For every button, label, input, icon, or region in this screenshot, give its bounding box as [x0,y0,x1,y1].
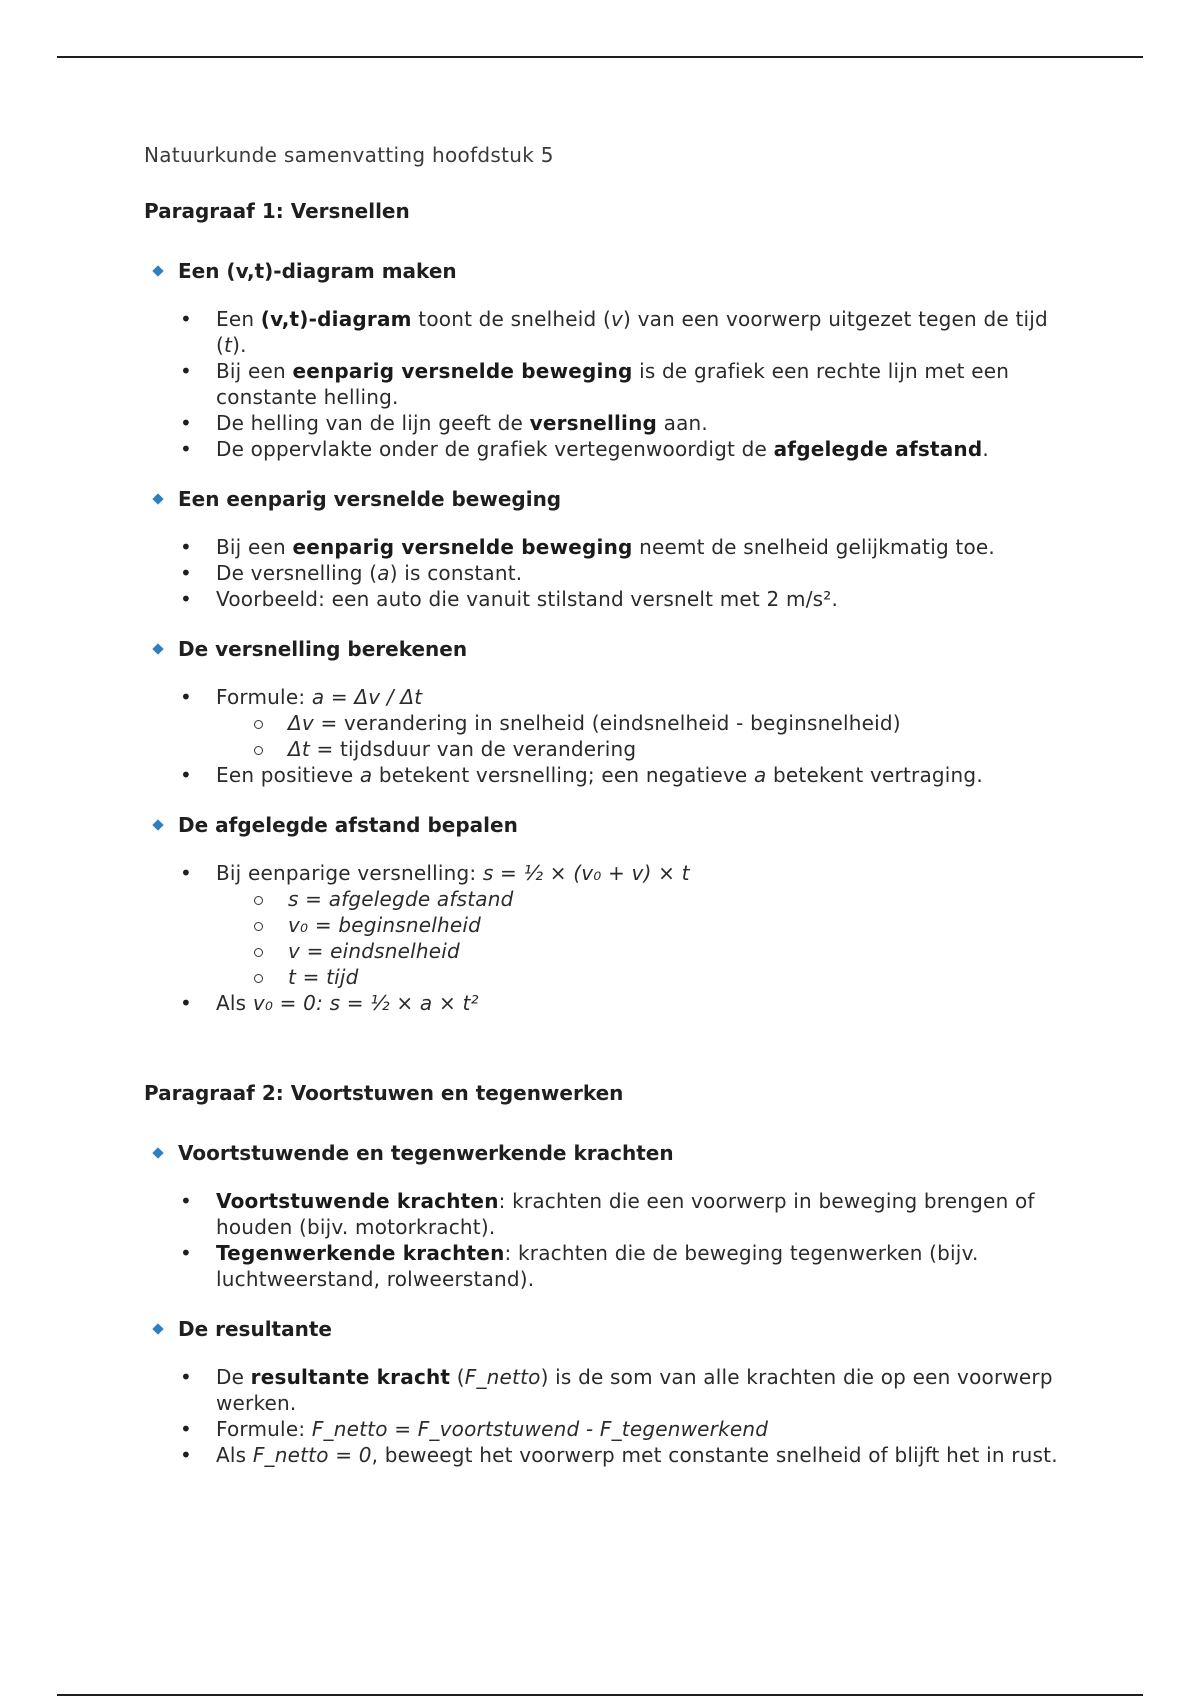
section-vt-diagram [144,256,1074,462]
list-item: • Tegenwerkende krachten: krachten die de beweging tegenwerken (bijv. luchtweerstand, rolweerstand). [216,1240,1074,1292]
list-item: • Formule: a = Δv / Δt Δv = verandering in snelheid (eindsnelheid - beginsnelheid) Δt = tijdsduur van de verandering [216,684,1074,762]
section-versnelling-berekenen [144,634,1074,788]
section-heading: De afgelegde afstand bepalen [144,810,1074,840]
footer-rule [57,1694,1143,1696]
list-item: • De oppervlakte onder de grafiek vertegenwoordigt de afgelegde afstand. [216,436,1074,462]
diamond-bullet-icon [152,1147,163,1158]
section-heading: De resultante [144,1314,1074,1344]
paragraph-title: Paragraaf 2: Voortstuwen en tegenwerken [144,1081,624,1105]
document-page [144,140,1074,1490]
diamond-bullet-icon [152,643,163,654]
list-item: • Een positieve a betekent versnelling; een negatieve a betekent vertraging. [216,762,1074,788]
diamond-bullet-icon [152,1323,163,1334]
section-heading: Voortstuwende en tegenwerkende krachten [144,1138,1074,1168]
diamond-bullet-icon [152,819,163,830]
list-item: • Voortstuwende krachten: krachten die een voorwerp in beweging brengen of houden (bijv. motorkracht). [216,1188,1074,1240]
diamond-bullet-icon [152,265,163,276]
sub-list-item: v = eindsnelheid [288,938,1074,964]
diamond-bullet-icon [152,493,163,504]
sub-list-item: v₀ = beginsnelheid [288,912,1074,938]
header-rule [57,56,1143,58]
section-heading: Een eenparig versnelde beweging [144,484,1074,514]
sub-list-item: Δv = verandering in snelheid (eindsnelheid - beginsnelheid) [288,710,1074,736]
section-heading: De versnelling berekenen [144,634,1074,664]
list-item: • Bij een eenparig versnelde beweging is de grafiek een rechte lijn met een constante helling. [216,358,1074,410]
document-title: Natuurkunde samenvatting hoofdstuk 5 [144,143,554,167]
list-item: • Voorbeeld: een auto die vanuit stilstand versnelt met 2 m/s². [216,586,1074,612]
section-resultante [144,1314,1074,1468]
list-item: • De versnelling (a) is constant. [216,560,1074,586]
sub-list-item: s = afgelegde afstand [288,886,1074,912]
section-eenparig [144,484,1074,612]
section-heading: Een (v,t)-diagram maken [144,256,1074,286]
section-afstand-bepalen [144,810,1074,1016]
list-item: • De resultante kracht (F_netto) is de som van alle krachten die op een voorwerp werken. [216,1364,1074,1416]
section-krachten [144,1138,1074,1292]
sub-list-item: t = tijd [288,964,1074,990]
paragraph-title: Paragraaf 1: Versnellen [144,199,410,223]
list-item: • Als v₀ = 0: s = ½ × a × t² [216,990,1074,1016]
list-item: • Een (v,t)-diagram toont de snelheid (v) van een voorwerp uitgezet tegen de tijd (t). [216,306,1074,358]
sub-list-item: Δt = tijdsduur van de verandering [288,736,1074,762]
list-item: • Formule: F_netto = F_voortstuwend - F_tegenwerkend [216,1416,1074,1442]
list-item: • Bij een eenparig versnelde beweging neemt de snelheid gelijkmatig toe. [216,534,1074,560]
list-item: • Als F_netto = 0, beweegt het voorwerp met constante snelheid of blijft het in rust. [216,1442,1074,1468]
list-item: • De helling van de lijn geeft de versnelling aan. [216,410,1074,436]
list-item: • Bij eenparige versnelling: s = ½ × (v₀ + v) × t s = afgelegde afstand v₀ = beginsnelheid v = eindsnelheid t = tijd [216,860,1074,990]
